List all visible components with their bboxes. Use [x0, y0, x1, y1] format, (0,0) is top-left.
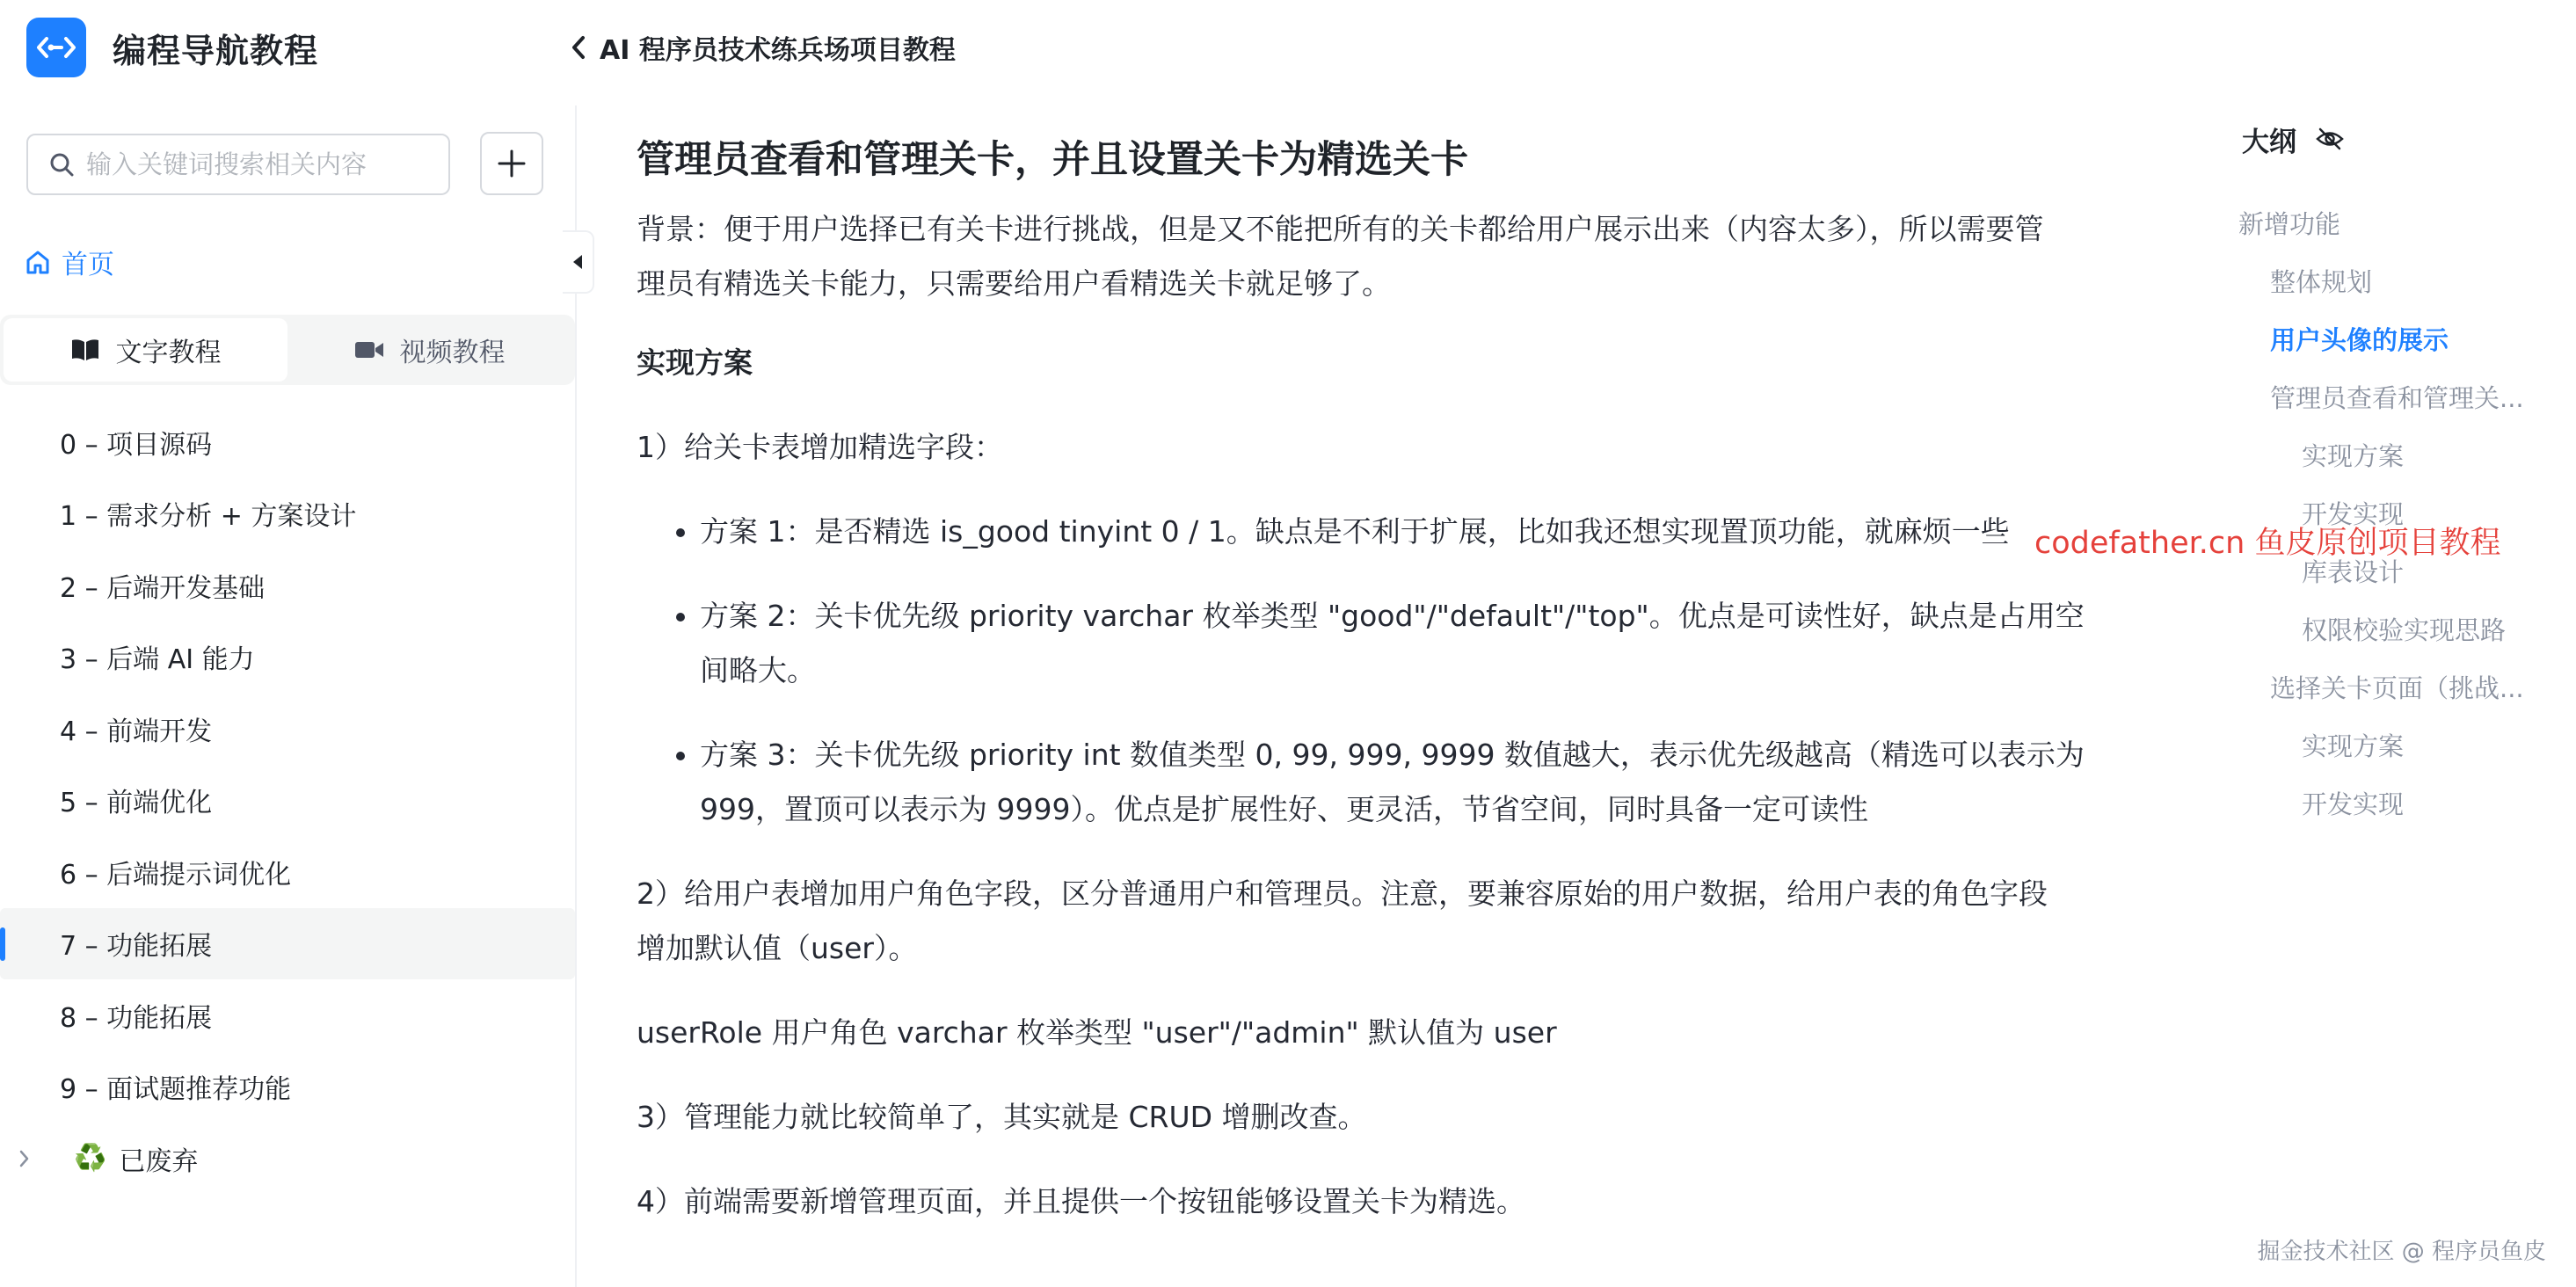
option-text-cont: 间略大。	[700, 653, 816, 687]
video-icon	[354, 339, 384, 360]
chevron-right-icon[interactable]	[18, 1149, 53, 1168]
step-2-line-1: 2）给用户表增加用户角色字段，区分普通用户和管理员。注意，要兼容原始的用户数据，给用户表的角色字段	[637, 876, 2048, 911]
outline-item[interactable]: 新增功能	[2238, 208, 2341, 239]
option-item	[700, 589, 2149, 698]
nav-item-0[interactable]	[0, 406, 575, 478]
section-heading: 实现方案	[637, 345, 753, 380]
outline-list	[2238, 193, 2576, 832]
sidebar	[0, 105, 577, 1287]
tab-video-tutorial[interactable]	[287, 318, 571, 382]
outline-item[interactable]: 实现方案	[2302, 440, 2405, 471]
tab-text-tutorial[interactable]	[4, 318, 287, 382]
step-2-line-2: 增加默认值（user）。	[637, 931, 918, 965]
nav-item-label: 9 – 面试题推荐功能	[60, 1074, 292, 1106]
nav-item-9[interactable]	[0, 1051, 575, 1123]
watermark-text: codefather.cn 鱼皮原创项目教程	[2034, 526, 2501, 561]
outline-item[interactable]: 开发实现	[2302, 498, 2405, 529]
recycle-icon: ♻️	[74, 1143, 107, 1174]
tutorial-tabs	[0, 315, 575, 385]
search-input[interactable]	[86, 149, 420, 179]
outline-item[interactable]: 开发实现	[2302, 789, 2405, 819]
add-button[interactable]	[480, 132, 543, 195]
nav-item-label: 2 – 后端开发基础	[60, 572, 266, 604]
nav-item-label: 6 – 后端提示词优化	[60, 859, 292, 891]
outline-item[interactable]: 选择关卡页面（挑战...	[2270, 673, 2524, 703]
outline-item[interactable]: 库表设计	[2302, 556, 2405, 587]
option-text: 方案 2：关卡优先级 priority varchar 枚举类型 "good"/"default"/"top"。优点是可读性好，缺点是占用空	[700, 599, 2085, 633]
search-icon	[49, 152, 74, 177]
nav-item-3[interactable]	[0, 622, 575, 694]
option-text: 方案 3：关卡优先级 priority int 数值类型 0, 99, 999, 9999 数值越大，表示优先级越高（精选可以表示为	[700, 738, 2085, 772]
nav-item-deprecated[interactable]	[0, 1123, 575, 1195]
book-icon	[70, 338, 100, 362]
option-item	[700, 728, 2149, 837]
home-link[interactable]	[25, 243, 114, 281]
nav-item-1[interactable]	[0, 478, 575, 550]
nav-item-label: 0 – 项目源码	[60, 429, 213, 461]
step-2	[637, 867, 2149, 976]
outline-item[interactable]: 实现方案	[2302, 731, 2405, 761]
footer-credit: 掘金技术社区 @ 程序员鱼皮	[2257, 1239, 2546, 1265]
option-list	[637, 505, 2149, 837]
step-3: 3）管理能力就比较简单了，其实就是 CRUD 增删改查。	[637, 1100, 1367, 1134]
brand-title: 编程导航教程	[113, 31, 319, 70]
breadcrumb-back[interactable]	[570, 26, 956, 69]
nav-item-7-active[interactable]	[0, 908, 575, 980]
nav-item-8[interactable]	[0, 979, 575, 1051]
search-box[interactable]	[26, 134, 450, 195]
caret-left-icon	[571, 253, 584, 271]
brand-logo-icon	[26, 18, 86, 77]
nav-item-5[interactable]	[0, 765, 575, 837]
background-paragraph	[637, 202, 2149, 311]
tab-video-label: 视频教程	[399, 338, 506, 368]
nav-item-2[interactable]	[0, 549, 575, 622]
nav-item-label: 7 – 功能拓展	[60, 931, 213, 963]
outline-title: 大纲	[2242, 126, 2296, 158]
plus-icon	[497, 149, 527, 178]
tab-text-label: 文字教程	[115, 338, 222, 368]
breadcrumb-title: AI 程序员技术练兵场项目教程	[600, 35, 956, 66]
nav-item-label: 3 – 后端 AI 能力	[60, 644, 255, 676]
article-title: 管理员查看和管理关卡，并且设置关卡为精选关卡	[637, 138, 1468, 182]
step-4: 4）前端需要新增管理页面，并且提供一个按钮能够设置关卡为精选。	[637, 1184, 1525, 1218]
home-label: 首页	[62, 250, 114, 280]
eye-off-icon[interactable]	[2316, 127, 2344, 151]
nav-item-label: 8 – 功能拓展	[60, 1002, 213, 1034]
chevron-left-icon	[570, 34, 587, 61]
background-line-1: 背景：便于用户选择已有关卡进行挑战，但是又不能把所有的关卡都给用户展示出来（内容太多），所以需要管	[637, 212, 2044, 246]
brand[interactable]	[26, 18, 318, 77]
outline-header	[2242, 114, 2576, 164]
nav-item-label: 1 – 需求分析 + 方案设计	[60, 501, 357, 533]
outline-item[interactable]: 权限校验实现思路	[2302, 614, 2507, 645]
sidebar-collapse-button[interactable]	[563, 230, 594, 294]
outline-panel	[2238, 114, 2576, 832]
nav-item-6[interactable]	[0, 836, 575, 908]
nav-item-label: 4 – 前端开发	[60, 716, 213, 747]
step-1: 1）给关卡表增加精选字段：	[637, 430, 1003, 464]
option-text-cont: 999，置顶可以表示为 9999）。优点是扩展性好、更灵活，节省空间，同时具备一定可读性	[700, 792, 1868, 826]
outline-item[interactable]: 整体规划	[2270, 266, 2373, 297]
nav-item-4[interactable]	[0, 693, 575, 765]
option-text: 方案 1：是否精选 is_good tinyint 0 / 1。缺点是不利于扩展，比如我还想实现置顶功能，就麻烦一些	[700, 514, 2010, 549]
nav-item-label: 5 – 前端优化	[60, 788, 213, 819]
home-icon	[25, 249, 51, 275]
user-role-desc: userRole 用户角色 varchar 枚举类型 "user"/"admin" 默认值为 user	[637, 1015, 1557, 1050]
chapter-nav	[0, 406, 575, 1195]
outline-item-current[interactable]: 用户头像的展示	[2270, 324, 2449, 355]
background-line-2: 理员有精选关卡能力，只需要给用户看精选关卡就足够了。	[637, 266, 1391, 301]
option-item	[700, 505, 2149, 559]
nav-item-label: 已废弃	[119, 1145, 199, 1177]
outline-item[interactable]: 管理员查看和管理关...	[2270, 382, 2524, 413]
